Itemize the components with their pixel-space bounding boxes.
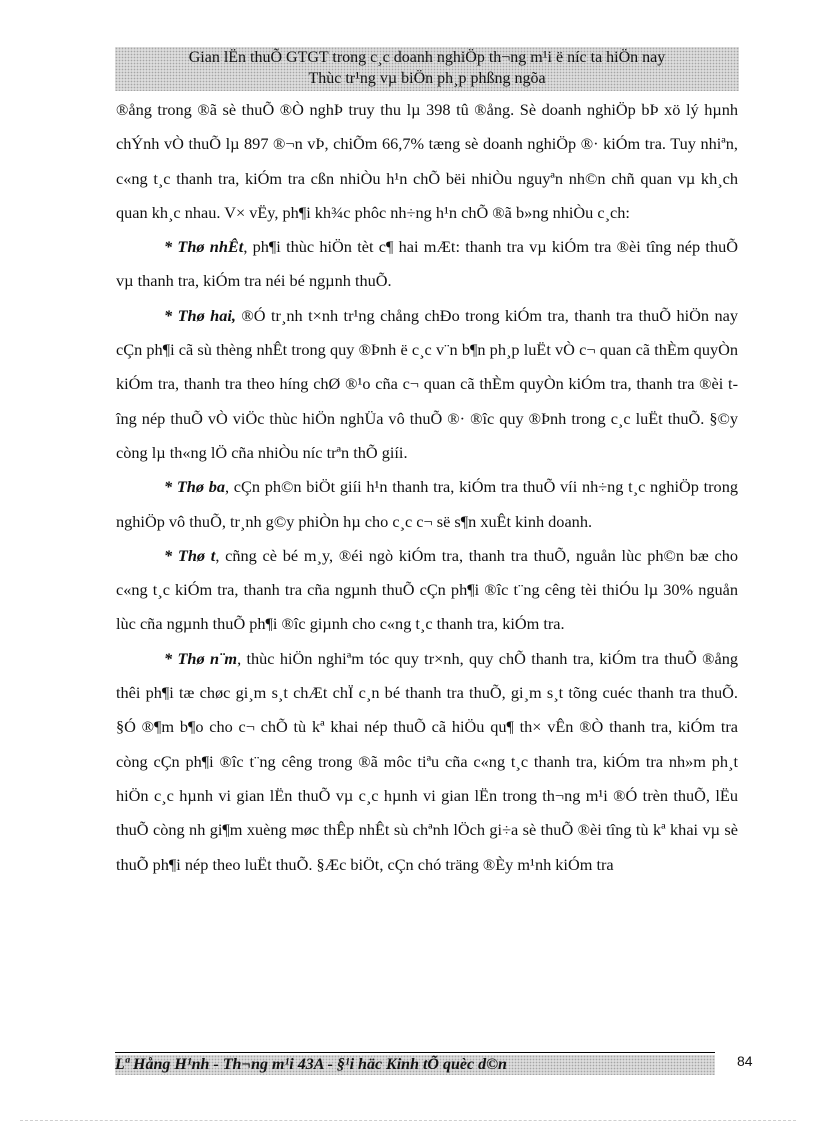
paragraph-third-point: [116, 470, 738, 539]
paragraph-fourth-point: [116, 539, 738, 642]
fifth-point-text: , thùc hiÖn nghiªm tóc quy tr×nh, quy chÕ thanh tra, kiÓm tra thuÕ ®ång thêi ph¶i tæ chøc gi¸m s¸t chÆt chÏ c¸n bé thanh tra thuÕ, gi¸m s¸t tõng cuéc thanh tra thuÕ. §Ó ®¶m b¶o cho c¬ chÕ tù kª khai nép thuÕ cã hiÖu qu¶ th× vÊn ®Ò thanh tra, kiÓm tra còng cÇn ph¶i ®îc t¨ng cêng trong ®ã môc tiªu cña c«ng t¸c thanh tra, kiÓm tra nh»m ph¸t hiÖn c¸c hµnh vi gian lËn thuÕ vµ c¸c hµnh vi gian lËn trong th¬ng m¹i ®Ó trèn thuÕ, lËu thuÕ còng nh gi¶m xuèng møc thÊp nhÊt sù chªnh lÖch gi÷a sè thuÕ ®èi tîng tù kª khai vµ sè thuÕ ph¶i nép theo luËt thuÕ. §Æc biÖt, cÇn chó träng ®Èy m¹nh kiÓm tra: [116, 648, 738, 874]
header-subtitle: Thùc tr¹ng vµ biÖn ph¸p phßng ngõa: [308, 70, 546, 87]
third-point-lead: * Thø ba: [164, 477, 225, 497]
footer-author: Lª Hång H¹nh - Th¬ng m¹i 43A - §¹i häc Kinh tÕ quèc d©n: [115, 1055, 715, 1075]
paragraph-first-point: [116, 230, 738, 299]
third-point-text: , cÇn ph©n biÖt giíi h¹n thanh tra, kiÓm tra thuÕ víi nh÷ng t¸c nghiÖp trong nghiÖp vô thuÕ, tr¸nh g©y phiÒn hµ cho c¸c c¬ së s¶n xuÊt kinh doanh.: [116, 477, 738, 531]
paragraph-fifth-point: [116, 642, 738, 882]
second-point-text: ®Ó tr¸nh t×nh tr¹ng chång chÐo trong kiÓm tra, thanh tra thuÕ hiÖn nay cÇn ph¶i cã sù thèng nhÊt trong quy ®Þnh ë c¸c v¨n b¶n ph¸p luËt vÒ c¬ quan cã thÈm quyÒn kiÓm tra, thanh tra theo híng chØ ®¹o cña c¬ quan cã thÈm quyÒn kiÓm tra, thanh tra ®èi tîng nép thuÕ vÒ viÖc thùc hiÖn nghÜa vô thuÕ ®· ®îc quy ®Þnh trong c¸c luËt thuÕ. §©y còng lµ th«ng lÖ cña nhiÒu níc trªn thÕ giíi.: [116, 305, 738, 462]
footer-rule: [115, 1052, 715, 1053]
fifth-point-lead: * Thø n¨m: [164, 648, 238, 668]
page-bottom-border: [20, 1120, 796, 1121]
fourth-point-lead: * Thø t: [164, 545, 216, 565]
first-point-lead: * Thø nhÊt: [164, 237, 244, 257]
running-header: [115, 47, 739, 91]
page-number: 84: [737, 1053, 753, 1069]
paragraph-second-point: [116, 299, 738, 470]
fourth-point-text: , cñng cè bé m¸y, ®éi ngò kiÓm tra, thanh tra thuÕ, nguån lùc ph©n bæ cho c«ng t¸c kiÓm tra, thanh tra cña ngµnh thuÕ cÇn ph¶i ®îc t¨ng cêng tèi thiÓu lµ 30% nguån lùc cña ngµnh thuÕ ph¶i ®îc giµnh cho c«ng t¸c thanh tra, kiÓm tra.: [116, 545, 738, 634]
second-point-lead: * Thø hai,: [164, 305, 236, 325]
first-point-text: , ph¶i thùc hiÖn tèt c¶ hai mÆt: thanh tra vµ kiÓm tra ®èi tîng nép thuÕ vµ thanh tra, kiÓm tra néi bé ngµnh thuÕ.: [116, 237, 738, 291]
page-body: [116, 93, 738, 882]
paragraph-intro: ®ång trong ®ã sè thuÕ ®Ò nghÞ truy thu lµ 398 tû ®ång. Sè doanh nghiÖp bÞ xö lý hµnh chÝnh vÒ thuÕ lµ 897 ®¬n vÞ, chiÕm 66,7% tæng sè doanh nghiÖp ®· kiÓm tra. Tuy nhiªn, c«ng t¸c thanh tra, kiÓm tra cßn nhiÒu h¹n chÕ bëi nhiÒu nguyªn nh©n chñ quan vµ kh¸ch quan kh¸c nhau. V× vËy, ph¶i kh¾c phôc nh÷ng h¹n chÕ ®ã b»ng nhiÒu c¸ch:: [116, 100, 738, 222]
header-title: Gian lËn thuÕ GTGT trong c¸c doanh nghiÖp th¬ng m¹i ë níc ta hiÖn nay: [188, 49, 666, 66]
